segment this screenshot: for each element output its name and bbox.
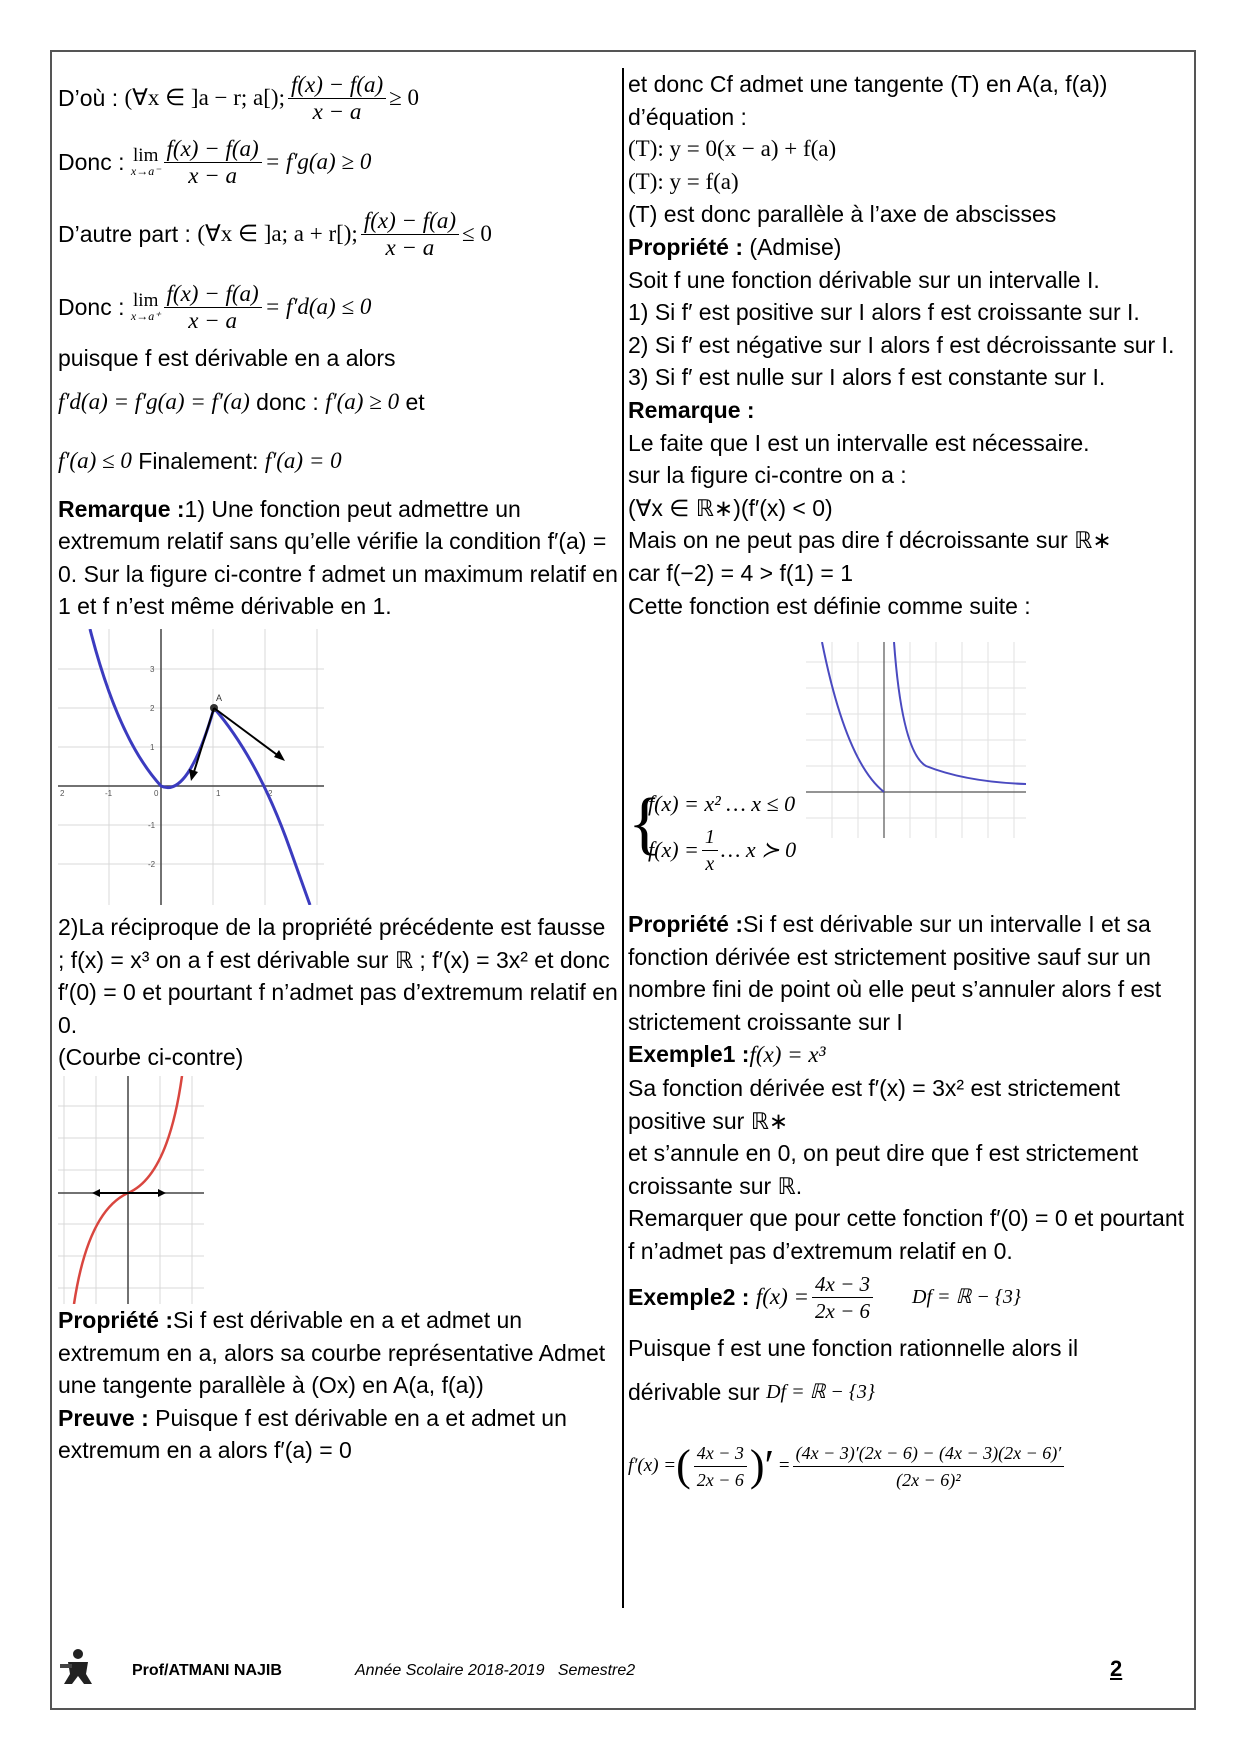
prop-line-2: 1) Si f′ est positive sur I alors f est croissante sur I. (628, 299, 1140, 326)
graph-max-relatif (58, 629, 324, 905)
dautre-interval: (∀x ∈ ]a; a + r[); (197, 220, 358, 246)
graph-cube (58, 1076, 204, 1304)
x-tick: 1 (216, 788, 221, 798)
piece-2-lhs: f(x) = (648, 837, 699, 863)
right-column (628, 68, 1188, 1506)
donc-label: Donc : (58, 148, 125, 175)
limit (131, 147, 161, 177)
deriv-zero: f′(a) = 0 (264, 448, 342, 474)
diff-quotient (164, 136, 262, 189)
remarque-line-2: sur la figure ci-contre on a : (628, 462, 907, 489)
line-dou (58, 68, 618, 128)
frac-num: 4x − 3 (812, 1271, 873, 1298)
y-tick: -1 (148, 820, 156, 830)
tangente-equation-intro: et donc Cf admet une tangente (T) en A(a, f(a)) d’équation : (628, 71, 1108, 130)
ineq: ≥ 0 (389, 84, 419, 110)
paren-open: ( (676, 1441, 691, 1491)
one-over-x (702, 824, 718, 877)
limit (131, 292, 161, 322)
frac-num: f(x) − f(a) (361, 208, 459, 235)
frac-num: f(x) − f(a) (288, 72, 386, 99)
tangente-eq-1: (T): y = 0(x − a) + f(a) (628, 136, 837, 162)
ineq: ≤ 0 (461, 220, 492, 246)
tangente-eq-2: (T): y = f(a) (628, 168, 739, 194)
remarque-title: Remarque : (58, 495, 185, 522)
propriete-title: Propriété : (58, 1306, 174, 1333)
puisque-line: puisque f est dérivable en a alors (58, 345, 396, 371)
lim-sub: x→a⁺ (130, 309, 161, 323)
exemple2-domain: Df = ℝ − {3} (912, 1286, 1021, 1309)
exemple2-line-2 (628, 1364, 1188, 1420)
exemple-2 (628, 1268, 1188, 1328)
propriete-title: Propriété : (628, 233, 744, 260)
preuve-text: Puisque f est dérivable en a et admet un extremum en a alors f′(a) = 0 (58, 1404, 567, 1464)
deriv-le0: f′(a) ≤ 0 (58, 448, 132, 474)
diff-quotient (361, 208, 459, 261)
admise-label: (Admise) (743, 233, 842, 260)
remarque-line-5: car f(−2) = 4 > f(1) = 1 (628, 559, 853, 586)
x-tick: 2 (268, 788, 273, 798)
donc-text: donc : (249, 389, 326, 416)
deriv-ge0: f′(a) ≥ 0 (325, 389, 400, 415)
deriv-paren-fraction (694, 1440, 747, 1493)
y-tick: -2 (148, 859, 156, 869)
exemple1-line-3: Remarquer que pour cette fonction f′(0) = 0 et pourtant f n’admet pas d’extremum relatif en 0. (628, 1205, 1184, 1265)
frac-num: 4x − 3 (694, 1440, 747, 1467)
frac-num: 1 (702, 824, 718, 851)
dou-interval: (∀x ∈ ]a − r; a[); (124, 84, 285, 110)
propriete-text: Si f est dérivable en a et admet un extremum en a, alors sa courbe représentative Admet une tangente parallèle à (Ox) en A(a, f(a)) (58, 1306, 606, 1399)
et-text: et (399, 389, 425, 416)
diff-quotient (288, 72, 386, 125)
line-dautre (58, 196, 618, 272)
frac-den: x − a (188, 162, 237, 188)
line-donc1 (58, 128, 618, 196)
exemple2-lhs: f(x) = (755, 1284, 810, 1310)
exemple2-title: Exemple2 : (628, 1284, 750, 1311)
column-divider (622, 68, 624, 1608)
piece-2 (648, 824, 796, 877)
footer-author: Prof/ATMANI NAJIB (132, 1662, 282, 1679)
remarque-line-6: Cette fonction est définie comme suite : (628, 592, 1031, 619)
piecewise-block (628, 622, 1188, 908)
y-tick: 1 (150, 742, 155, 752)
remarque-1 (58, 493, 618, 623)
left-column (58, 68, 618, 1467)
finalement-text: Finalement: (131, 448, 265, 475)
remarque-text: 1) Une fonction peut admettre un extremum relatif sans qu’elle vérifie la condition f′(a) = 0. Sur la figure ci-contre f admet un maximum relatif en 1 et f n’est même dérivable en 1. (58, 495, 618, 620)
line-donc2 (58, 272, 618, 342)
frac-den: 2x − 6 (696, 1469, 744, 1490)
deriv-lhs: f′(x) = (628, 1454, 677, 1476)
limit-result: = f′g(a) ≥ 0 (264, 148, 372, 174)
exemple1-title: Exemple1 : (628, 1041, 750, 1068)
graph-piecewise (806, 642, 1026, 838)
point-a-label: A (216, 692, 223, 703)
exemple-1 (628, 1038, 1188, 1072)
prop-line-1: Soit f une fonction dérivable sur un intervalle I. (628, 266, 1100, 293)
line-derivees (58, 375, 618, 431)
frac-den: x − a (188, 307, 237, 333)
brace: { (628, 785, 662, 863)
frac-num: f(x) − f(a) (164, 281, 262, 308)
piece-1: f(x) = x² … x ≤ 0 (648, 791, 796, 817)
preuve (58, 1402, 618, 1467)
frac-den: x (705, 853, 715, 876)
limit-result: = f′d(a) ≤ 0 (264, 293, 372, 319)
y-tick: 2 (150, 703, 155, 713)
frac-den: 2x − 6 (815, 1299, 871, 1324)
remarque-line-4: Mais on ne peut pas dire f décroissante sur ℝ∗ (628, 527, 1112, 554)
propriete-tangente (58, 1304, 618, 1402)
author-logo-icon (58, 1646, 98, 1686)
tangente-parallele: (T) est donc parallèle à l’axe de abscisses (628, 201, 1057, 228)
derivable-domain: Df = ℝ − {3} (766, 1380, 875, 1403)
exemple1-function: f(x) = x³ (749, 1042, 826, 1068)
frac-den: x − a (312, 98, 362, 124)
propriete-stricte (628, 908, 1188, 1038)
prop-line-4: 3) Si f′ est nulle sur I alors f est constante sur I. (628, 364, 1106, 391)
page-number: 2 (1110, 1656, 1123, 1681)
exemple1-line-1: Sa fonction dérivée est f′(x) = 3x² est strictement positive sur ℝ∗ (628, 1075, 1120, 1134)
remarque-line-1: Le faite que I est un intervalle est nécessaire. (628, 429, 1090, 456)
propriete-admise (628, 231, 1188, 264)
lim-word: lim (133, 145, 159, 166)
diff-quotient (164, 281, 262, 334)
exemple1-line-2: et s’annule en 0, on peut dire que f est strictement croissante sur ℝ. (628, 1140, 1139, 1199)
courbe-ci-contre: (Courbe ci-contre) (58, 1044, 244, 1071)
deriv-equality: f′d(a) = f′g(a) = f′(a) (58, 389, 250, 415)
exemple2-fraction (812, 1271, 873, 1324)
derivable-text: dérivable sur (628, 1378, 767, 1405)
piece-2-rhs: … x ≻ 0 (720, 837, 797, 863)
y-tick: 3 (150, 664, 155, 674)
donc-label: Donc : (58, 293, 125, 320)
frac-den: (2x − 6)² (896, 1469, 961, 1490)
x-tick: 0 (154, 788, 159, 798)
remarque-title: Remarque : (628, 396, 755, 423)
propriete-text: Si f est dérivable sur un intervalle I et sa fonction dérivée est strictement positive sauf sur un nombre fini de point où elle peut s’annuler alors f est strictement croissante sur I (628, 911, 1162, 1035)
x-tick: 2 (60, 788, 65, 798)
lim-sub: x→a⁻ (130, 164, 161, 178)
dautre-label: D’autre part : (58, 220, 191, 247)
deriv-quotient-rule (793, 1440, 1065, 1493)
propriete-title: Propriété : (628, 911, 744, 938)
remarque-line-3: (∀x ∈ ℝ∗)(f′(x) < 0) (628, 494, 833, 521)
exemple2-line-1: Puisque f est une fonction rationnelle alors il (628, 1334, 1079, 1361)
footer-year: Année Scolaire 2018-2019 Semestre2 (355, 1662, 636, 1679)
frac-num: f(x) − f(a) (164, 136, 262, 163)
line-finalement (58, 431, 618, 493)
preuve-title: Preuve : (58, 1404, 149, 1431)
lim-word: lim (133, 290, 159, 311)
frac-num: (4x − 3)′(2x − 6) − (4x − 3)(2x − 6)′ (793, 1440, 1065, 1467)
footer (0, 1656, 1240, 1692)
x-tick: -1 (105, 788, 113, 798)
prop-line-3: 2) Si f′ est négative sur I alors f est décroissante sur I. (628, 331, 1175, 358)
derivative-formula: f′(x) = ( $\frac{4x - 3}{2x - 6}$ )′ = $\frac{(4x - 3)'(2x - 6) - (4x - 3)(2x - 6)'}{\text{(2x − 6)²}}$ (628, 1426, 1188, 1506)
remarque-2: 2)La réciproque de la propriété précédente est fausse ; f(x) = x³ on a f est dérivable sur ℝ ; f′(x) = 3x² et donc f′(0) = 0 et pourtant f n’admet pas d’extremum relatif en 0. (58, 913, 618, 1038)
dou-label: D’où : (58, 84, 119, 111)
paren-close: )′ (749, 1441, 775, 1491)
frac-den: x − a (385, 234, 435, 260)
